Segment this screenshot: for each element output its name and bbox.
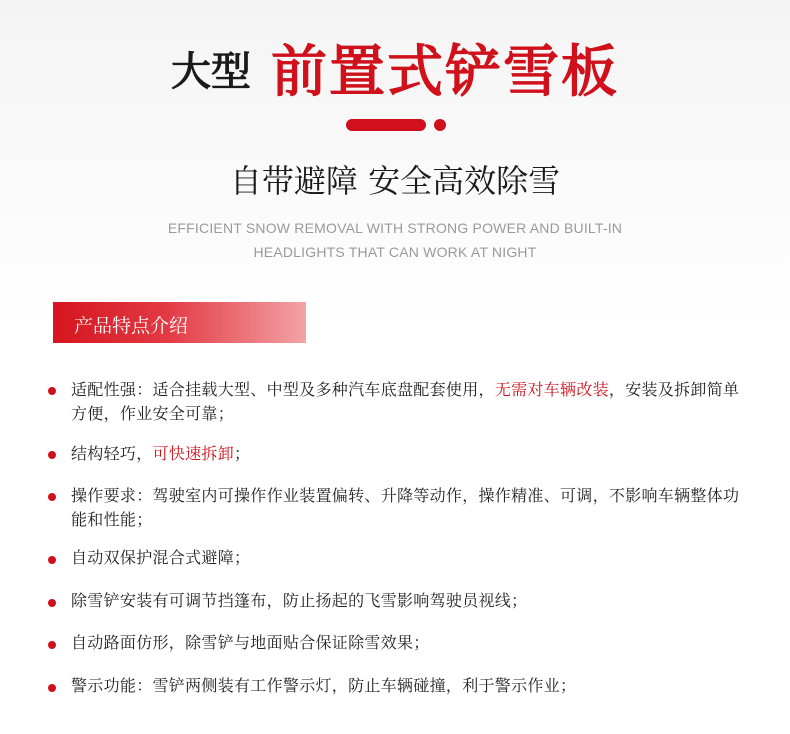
feature-item-6 bbox=[71, 631, 751, 655]
feature-item-2 bbox=[71, 442, 751, 466]
feature-highlight: 无需对车辆改装 bbox=[494, 380, 609, 399]
feature-text-tail: ； bbox=[234, 444, 251, 463]
feature-item-4 bbox=[71, 546, 751, 570]
bullet-dot-icon bbox=[48, 684, 56, 692]
feature-item-3 bbox=[71, 484, 751, 532]
feature-text: 除雪铲安装有可调节挡篷布，防止扬起的飞雪影响驾驶员视线； bbox=[71, 591, 528, 610]
bullet-dot-icon bbox=[48, 556, 56, 564]
feature-text: 结构轻巧， bbox=[71, 444, 153, 463]
feature-item-5 bbox=[71, 589, 751, 613]
feature-highlight: 可快速拆卸 bbox=[152, 444, 235, 463]
feature-text-tail: ，安装及拆卸简单方便，作业安全可靠； bbox=[71, 380, 740, 423]
bullet-dot-icon bbox=[48, 387, 56, 395]
feature-text: 适配性强：适合挂载大型、中型及多种汽车底盘配套使用， bbox=[71, 380, 495, 399]
english-tagline-line-2: HEADLIGHTS THAT CAN WORK AT NIGHT bbox=[253, 244, 537, 260]
title-main: 前置式铲雪板 bbox=[271, 40, 619, 105]
title-prefix: 大型 bbox=[171, 48, 251, 95]
feature-text: 警示功能：雪铲两侧装有工作警示灯，防止车辆碰撞，利于警示作业； bbox=[71, 676, 577, 695]
subtitle: 自带避障 安全高效除雪 bbox=[229, 162, 561, 200]
english-tagline-line-1: EFFICIENT SNOW REMOVAL WITH STRONG POWER AND BUILT-IN bbox=[167, 220, 623, 236]
bullet-dot-icon bbox=[48, 599, 56, 607]
feature-text: 自动双保护混合式避障； bbox=[71, 548, 251, 567]
feature-item-1 bbox=[71, 378, 751, 426]
bullet-dot-icon bbox=[48, 451, 56, 459]
bullet-dot-icon bbox=[48, 493, 56, 501]
section-header-label: 产品特点介绍 bbox=[74, 315, 189, 337]
feature-text: 操作要求：驾驶室内可操作作业装置偏转、升降等动作，操作精准、可调，不影响车辆整体功能和性能； bbox=[71, 486, 740, 529]
feature-text: 自动路面仿形，除雪铲与地面贴合保证除雪效果； bbox=[71, 633, 430, 652]
feature-item-7 bbox=[71, 674, 751, 698]
bullet-dot-icon bbox=[48, 641, 56, 649]
